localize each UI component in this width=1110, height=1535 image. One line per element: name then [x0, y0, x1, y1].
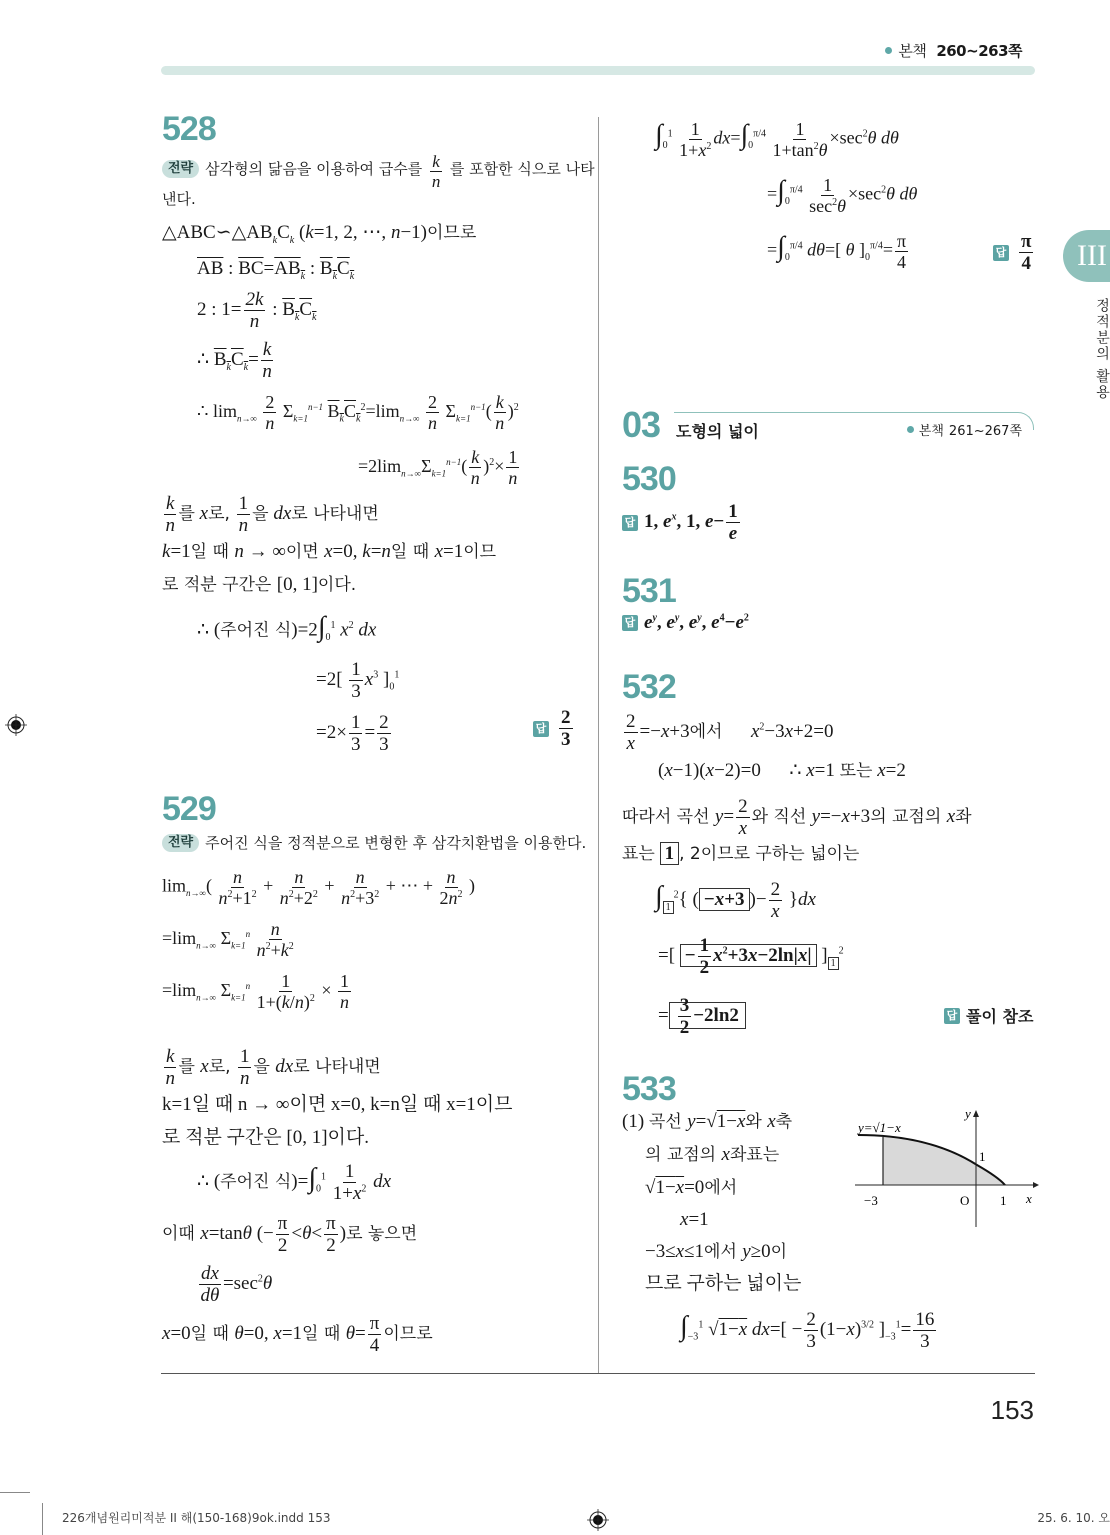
problem-529-number: 529 [162, 790, 216, 828]
strategy-tag: 전략 [162, 160, 199, 178]
bottom-rule [161, 1373, 1035, 1374]
answer-tag: 답 [533, 721, 549, 737]
answer-tag: 답 [944, 1008, 960, 1024]
problem-529-strategy [162, 826, 586, 860]
p529-line-sum: $=\lim_{n\to\infty}$ $\Sigma_{k=1}^n$ $\frac{n}{n^2+k^2}$ [162, 919, 294, 961]
registration-mark-icon [5, 714, 27, 736]
p528-line-bkck: ∴ $B_kC_k=$ $\frac{k}{n}$ [197, 339, 272, 382]
p528-line-integral: ∴ (주어진 식)$=2\int_0^1$ $x^2$ dx [197, 611, 377, 644]
p529-cont-line2: $=\int_0^{\pi/4}$ $\frac{1}{\sec^2\theta}$ $\times\sec^2\theta$ dθ [767, 175, 918, 216]
p528-line-limit2: $=2\lim_{n\to\infty}\Sigma_{k=1}^{n-1}$( $\frac{k}{n}$ )$^2$× $\frac{1}{n}$ [358, 447, 518, 489]
p529-line-limit: $\lim_{n\to\infty}$( $\frac{n}{n^2+1^2}$ + $\frac{n}{n^2+2^2}$ + $\frac{n}{n^2+3^2}$ + ⋯ + $\frac{n}{2n^2}$ ) [162, 867, 476, 908]
p529-line-theta-bounds: x=0일 때 θ=0, x=1일 때 θ= $\frac{\pi}{4}$ 이므로 [162, 1313, 433, 1356]
p533-line4: x=1 [680, 1209, 709, 1230]
problem-530-number: 530 [622, 460, 676, 498]
problem-531-number: 531 [622, 572, 676, 610]
problem-533-number: 533 [622, 1070, 676, 1108]
column-divider [598, 117, 599, 1373]
y-tick-1: 1 [979, 1149, 986, 1164]
answer-value: $\frac{\pi}{4}$ [1021, 231, 1032, 274]
strategy-text-2: 를 포함한 식으로 나타 [449, 160, 595, 178]
p529-cont-line1: $\int_0^1$ $\frac{1}{1+x^2}$ $dx=\int_0^{\pi/4}$ $\frac{1}{1+\tan^2\theta}$ $\times\sec^2\theta$ dθ [655, 119, 899, 160]
p532-line2: (x−1)(x−2)=0 ∴ x=1 또는 x=2 [658, 760, 906, 781]
curve-label: y=√1−x [858, 1120, 901, 1135]
problem-528-strategy [162, 152, 595, 190]
header-ref-pages: 260~263쪽 [936, 42, 1022, 60]
p532-line6: =[ − $\frac{1}{2}$ $x^2+3x-2\ln|x|$ ] $_1^2$ [658, 935, 844, 978]
p529-line-derivative: $\frac{dx}{d\theta}$ $=\sec^2\theta$ [200, 1263, 273, 1306]
p528-line-limit: ∴ $\lim_{n\to\infty}$ $\frac{2}{n}$ $\Sigma_{k=1}^{n-1}$ $B_kC_k^2=\lim_{n\to\infty}$ $\frac{2}{n}$ $\Sigma_{k=1}^{n-1}$( $\frac{k}{n}$ )$^2$ [197, 392, 519, 434]
strategy-fraction: $\frac{k}{n}$ [431, 152, 441, 191]
p529-line-tan-subst: 이때 x=tanθ (− $\frac{\pi}{2}$ <θ< $\frac{\pi}{2}$ )로 놓으면 [162, 1213, 418, 1256]
p531-answer [622, 612, 749, 634]
bullet-dot-icon [885, 47, 892, 54]
strategy-text: 주어진 식을 정적분으로 변형한 후 삼각치환법을 이용한다. [205, 834, 587, 852]
p533-line7: $\int_{-3}^1$ √1−x dx=[ − $\frac{2}{3}$ $(1-x)^{3/2}$ ]$_{-3}^1=$ $\frac{16}{3}$ [680, 1309, 935, 1352]
p529-line-interval: 로 적분 구간은 [0, 1]이다. [162, 1127, 369, 1148]
p528-line-ratio2: 2 : 1= $\frac{2k}{n}$ : $B_kC_k$ [197, 289, 317, 332]
strategy-text-1: 삼각형의 닮음을 이용하여 급수를 [205, 160, 423, 178]
header-ref-label: 본책 [898, 42, 927, 60]
section-number: 03 [622, 404, 661, 445]
strategy-tag: 전략 [162, 834, 199, 852]
x-tick-neg3: −3 [864, 1193, 878, 1208]
strategy-text-3: 낸다. [162, 190, 196, 208]
blank-box: 1 [660, 842, 680, 865]
answer-value: $\frac{2}{3}$ [561, 707, 571, 750]
slug-file: 226개념원리미적분 II 해(150-168)9ok.indd 153 [62, 1511, 331, 1525]
slug-date: 25. 6. 10. 오 [1037, 1511, 1110, 1525]
problem-532-number: 532 [622, 668, 676, 706]
p530-answer [622, 502, 742, 543]
p528-line-bounds: k=1일 때 n → ∞이면 x=0, k=n일 때 x=1이므 [162, 541, 497, 562]
p532-line5: ∫ $_1^2${ ( −x+3 )− $\frac{2}{x}$ }dx [655, 879, 816, 922]
registration-mark-icon [587, 1509, 609, 1531]
answer-tag: 답 [993, 245, 1009, 261]
x-axis-label: x [1026, 1191, 1032, 1206]
p533-line3: √1−x=0에서 [645, 1177, 738, 1198]
p528-line-ratio: $\overline{AB}$ : $\overline{BC}=AB_k$ : $B_kC_k$ [197, 258, 355, 282]
y-axis-label: y [965, 1106, 971, 1121]
p533-line1: (1) 곡선 y=√1−x와 x축 [622, 1111, 793, 1132]
crop-mark [0, 1492, 30, 1493]
p532-line1: $\frac{2}{x}$ =−x+3에서 $x^2-3x+2=0$ [626, 711, 834, 754]
answer-tag: 답 [622, 515, 638, 531]
header-bar [161, 66, 1035, 75]
p528-line-result: =2× $\frac{1}{3}$ = $\frac{2}{3}$ [316, 712, 389, 755]
answer-tag: 답 [622, 615, 638, 631]
p533-line2: 의 교점의 x좌표는 [645, 1144, 780, 1165]
chapter-numeral: III [1077, 239, 1107, 272]
crop-mark [42, 1503, 43, 1535]
chapter-label: 정적분의 활용 [1094, 298, 1110, 401]
answer-value: $e^y$, $e^y$, $e^y$, $e^4-e^2$ [644, 612, 749, 633]
origin-label: O [960, 1193, 970, 1208]
p529-cont-line3: $=\int_0^{\pi/4}$ dθ=[ θ ]$_0^{\pi/4}=$ $\frac{\pi}{4}$ [767, 231, 907, 272]
p533-line5: −3≤x≤1에서 y≥0이 [645, 1241, 788, 1262]
p528-line-similarity: $\triangle ABC∽\triangle AB_kC_k$ (k=1, 2, ⋯, n−1)이므로 [162, 222, 477, 246]
p528-line-antideriv: =2[ $\frac{1}{3}$ $x^3$ ]$_0^1$ [316, 659, 400, 702]
p528-line-interval: 로 적분 구간은 [0, 1]이다. [162, 574, 357, 595]
p529-line-bounds: k=1일 때 n → ∞이면 x=0, k=n일 때 x=1이므 [162, 1094, 513, 1115]
bullet-dot-icon [907, 426, 914, 433]
p529-line-sum2: $=\lim_{n\to\infty}$ $\Sigma_{k=1}^n$ $\frac{1}{1+(k/n)^2}$ × $\frac{1}{n}$ [162, 971, 349, 1013]
answer-value: 풀이 참조 [966, 1007, 1034, 1026]
p529-line-subst: $\frac{k}{n}$ 를 x로, $\frac{1}{n}$ 을 dx로 나타내면 [165, 1046, 381, 1089]
section-title: 도형의 넓이 [676, 422, 759, 441]
page-number: 153 [990, 1395, 1034, 1425]
answer-value: 1, $e^x$, 1, e− $\frac{1}{e}$ [644, 501, 738, 544]
chapter-tab [1063, 230, 1110, 282]
p533-graph [850, 1105, 1040, 1235]
p532-line4: 표는 1 , 2이므로 구하는 넓이는 [622, 843, 860, 864]
x-tick-1: 1 [1000, 1193, 1007, 1208]
p533-line6: 므로 구하는 넓이는 [645, 1273, 802, 1294]
p528-answer [533, 708, 575, 749]
p529-line-integral: ∴ (주어진 식)$=\int_0^1$ $\frac{1}{1+x^2}$ dx [197, 1161, 392, 1204]
section-page-reference: 본책 261~267쪽 [907, 420, 1022, 439]
p529-answer [993, 232, 1035, 273]
p528-line-subst: $\frac{k}{n}$ 를 x로, $\frac{1}{n}$ 을 dx로 나타내면 [165, 493, 379, 536]
header-page-reference [885, 40, 1022, 61]
problem-528-number: 528 [162, 110, 216, 148]
p532-line3: 따라서 곡선 y= $\frac{2}{x}$ 와 직선 y=−x+3의 교점의 x좌 [622, 796, 972, 839]
p532-answer [944, 1004, 1033, 1027]
p532-line7: = $\frac{3}{2}$ −2ln2 [658, 996, 746, 1037]
